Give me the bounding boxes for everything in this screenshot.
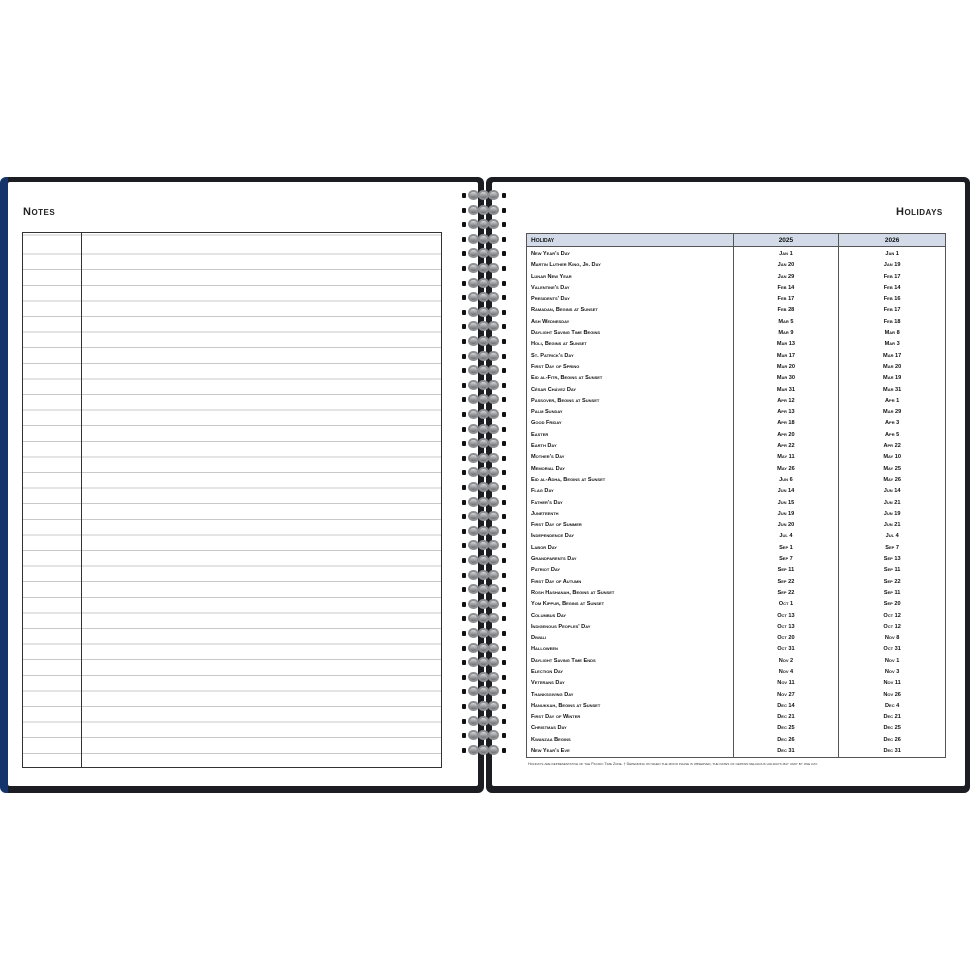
holiday-name: Valentine's Day xyxy=(527,283,734,294)
table-row xyxy=(527,407,946,418)
date-2026: Feb 17 xyxy=(839,272,946,283)
date-2026: Mar 3 xyxy=(839,339,946,350)
date-2026: Jun 19 xyxy=(839,509,946,520)
date-2026: Sep 7 xyxy=(839,543,946,554)
date-2025: Apr 18 xyxy=(733,418,839,429)
spiral-coil xyxy=(462,453,506,465)
table-row xyxy=(527,565,946,576)
holiday-name: Palm Sunday xyxy=(527,407,734,418)
notes-heading: Notes xyxy=(23,206,56,218)
spiral-coil xyxy=(462,307,506,319)
holiday-name: Easter xyxy=(527,430,734,441)
holiday-name: Presidents' Day xyxy=(527,294,734,305)
holiday-name: Eid al-Adha, Begins at Sunset xyxy=(527,475,734,486)
holiday-name: Holi, Begins at Sunset xyxy=(527,339,734,350)
date-2025: Nov 2 xyxy=(733,656,839,667)
date-2025: Dec 21 xyxy=(733,712,839,723)
holiday-name: Daylight Saving Time Ends xyxy=(527,656,734,667)
table-row xyxy=(527,656,946,667)
table-row xyxy=(527,317,946,328)
date-2026: Sep 22 xyxy=(839,577,946,588)
date-2026: Dec 21 xyxy=(839,712,946,723)
spiral-coil xyxy=(462,613,506,625)
holiday-name: Ash Wednesday xyxy=(527,317,734,328)
date-2025: Sep 22 xyxy=(733,577,839,588)
spiral-coil xyxy=(462,278,506,290)
spiral-coil xyxy=(462,234,506,246)
table-row xyxy=(527,283,946,294)
spiral-coil xyxy=(462,716,506,728)
holiday-name: Yom Kippur, Begins at Sunset xyxy=(527,599,734,610)
date-2025: Apr 12 xyxy=(733,396,839,407)
date-2025: Nov 27 xyxy=(733,690,839,701)
spiral-coil xyxy=(462,701,506,713)
holiday-name: Columbus Day xyxy=(527,611,734,622)
spiral-coil xyxy=(462,584,506,596)
date-2025: Feb 17 xyxy=(733,294,839,305)
table-row xyxy=(527,452,946,463)
date-2026: Oct 12 xyxy=(839,622,946,633)
spiral-coil xyxy=(462,672,506,684)
table-row xyxy=(527,611,946,622)
spiral-coil xyxy=(462,730,506,742)
table-row xyxy=(527,644,946,655)
table-row xyxy=(527,599,946,610)
spiral-coil xyxy=(462,321,506,333)
table-row xyxy=(527,678,946,689)
notes-margin-divider xyxy=(81,233,82,767)
table-row xyxy=(527,690,946,701)
date-2026: Nov 3 xyxy=(839,667,946,678)
spiral-coil xyxy=(462,628,506,640)
spiral-coil xyxy=(462,205,506,217)
holiday-name: Lunar New Year xyxy=(527,272,734,283)
date-2026: Apr 5 xyxy=(839,430,946,441)
spiral-coil xyxy=(462,394,506,406)
date-2026: Feb 16 xyxy=(839,294,946,305)
holiday-name: New Year's Day xyxy=(527,247,734,261)
date-2025: Oct 31 xyxy=(733,644,839,655)
date-2025: Jun 15 xyxy=(733,498,839,509)
date-2025: Mar 13 xyxy=(733,339,839,350)
holiday-name: Thanksgiving Day xyxy=(527,690,734,701)
table-row xyxy=(527,260,946,271)
date-2026: Mar 19 xyxy=(839,373,946,384)
spiral-coil xyxy=(462,570,506,582)
date-2025: Dec 31 xyxy=(733,746,839,758)
spiral-coil xyxy=(462,482,506,494)
date-2025: Nov 11 xyxy=(733,678,839,689)
date-2026: Apr 22 xyxy=(839,441,946,452)
holiday-name: Diwali xyxy=(527,633,734,644)
spiral-coil xyxy=(462,351,506,363)
holiday-name: Hanukkah, Begins at Sunset xyxy=(527,701,734,712)
date-2026: Dec 26 xyxy=(839,735,946,746)
date-2025: Jan 20 xyxy=(733,260,839,271)
column-header-holiday: Holiday xyxy=(527,234,734,247)
holidays-footnote: Holidays are representative of the Pacific Time Zone. † Depending on when the moon phase is observed, the dates of certain religious holidays may vary by one day. xyxy=(528,762,819,766)
holiday-name: César Chávez Day xyxy=(527,385,734,396)
holiday-name: New Year's Eve xyxy=(527,746,734,758)
spiral-coil xyxy=(462,248,506,260)
table-row xyxy=(527,746,946,758)
spiral-coil xyxy=(462,292,506,304)
date-2026: Mar 29 xyxy=(839,407,946,418)
notes-lined-area xyxy=(22,232,442,768)
table-row xyxy=(527,633,946,644)
date-2026: Jan 1 xyxy=(839,247,946,261)
spiral-coil xyxy=(462,643,506,655)
date-2026: Sep 20 xyxy=(839,599,946,610)
spiral-coil xyxy=(462,540,506,552)
table-row xyxy=(527,328,946,339)
spiral-coil xyxy=(462,380,506,392)
holiday-name: Grandparents Day xyxy=(527,554,734,565)
holiday-name: Veterans Day xyxy=(527,678,734,689)
date-2025: Oct 13 xyxy=(733,611,839,622)
date-2026: Nov 8 xyxy=(839,633,946,644)
table-row xyxy=(527,701,946,712)
spiral-coil xyxy=(462,599,506,611)
holiday-name: Ramadan, Begins at Sunset xyxy=(527,305,734,316)
date-2025: Mar 17 xyxy=(733,351,839,362)
holiday-name: First Day of Winter xyxy=(527,712,734,723)
date-2026: Dec 25 xyxy=(839,723,946,734)
spiral-coil xyxy=(462,511,506,523)
holiday-name: Election Day xyxy=(527,667,734,678)
table-row xyxy=(527,339,946,350)
holiday-name: First Day of Summer xyxy=(527,520,734,531)
holiday-name: Patriot Day xyxy=(527,565,734,576)
table-row xyxy=(527,531,946,542)
date-2025: Apr 22 xyxy=(733,441,839,452)
table-row xyxy=(527,351,946,362)
holiday-name: Labor Day xyxy=(527,543,734,554)
holiday-name: Halloween xyxy=(527,644,734,655)
table-row xyxy=(527,362,946,373)
date-2026: Feb 14 xyxy=(839,283,946,294)
date-2025: Oct 20 xyxy=(733,633,839,644)
spiral-coil xyxy=(462,336,506,348)
holiday-name: Rosh Hashanah, Begins at Sunset xyxy=(527,588,734,599)
holiday-name: Eid al-Fitr, Begins at Sunset xyxy=(527,373,734,384)
date-2025: Oct 1 xyxy=(733,599,839,610)
date-2026: Dec 4 xyxy=(839,701,946,712)
date-2025: Dec 26 xyxy=(733,735,839,746)
spiral-coil xyxy=(462,219,506,231)
holidays-table xyxy=(526,233,946,758)
date-2025: Sep 11 xyxy=(733,565,839,576)
date-2025: Sep 22 xyxy=(733,588,839,599)
date-2025: Dec 14 xyxy=(733,701,839,712)
spiral-coil xyxy=(462,686,506,698)
date-2026: Apr 1 xyxy=(839,396,946,407)
table-row xyxy=(527,486,946,497)
date-2025: Nov 4 xyxy=(733,667,839,678)
spiral-coil xyxy=(462,409,506,421)
holidays-table-header xyxy=(527,234,946,247)
holiday-name: Indigenous Peoples' Day xyxy=(527,622,734,633)
table-row xyxy=(527,441,946,452)
spiral-coil xyxy=(462,745,506,757)
date-2026: Mar 17 xyxy=(839,351,946,362)
holiday-name: First Day of Autumn xyxy=(527,577,734,588)
table-row xyxy=(527,430,946,441)
date-2026: Sep 11 xyxy=(839,565,946,576)
table-row xyxy=(527,577,946,588)
date-2026: May 26 xyxy=(839,475,946,486)
holiday-name: Kwanzaa Begins xyxy=(527,735,734,746)
date-2025: Feb 14 xyxy=(733,283,839,294)
date-2026: Sep 13 xyxy=(839,554,946,565)
date-2026: Oct 12 xyxy=(839,611,946,622)
date-2026: Apr 3 xyxy=(839,418,946,429)
holiday-name: Daylight Saving Time Begins xyxy=(527,328,734,339)
date-2025: Jan 29 xyxy=(733,272,839,283)
holidays-heading: Holidays xyxy=(896,206,943,218)
spiral-coil xyxy=(462,190,506,202)
table-row xyxy=(527,554,946,565)
date-2026: Jun 14 xyxy=(839,486,946,497)
table-row xyxy=(527,464,946,475)
spiral-coil xyxy=(462,467,506,479)
date-2025: Sep 7 xyxy=(733,554,839,565)
date-2026: Jul 4 xyxy=(839,531,946,542)
table-row xyxy=(527,247,946,261)
date-2025: Jun 19 xyxy=(733,509,839,520)
date-2025: Jun 6 xyxy=(733,475,839,486)
table-row xyxy=(527,272,946,283)
table-row xyxy=(527,498,946,509)
holiday-name: Mother's Day xyxy=(527,452,734,463)
holiday-name: Martin Luther King, Jr. Day xyxy=(527,260,734,271)
holiday-name: Earth Day xyxy=(527,441,734,452)
date-2026: Jun 21 xyxy=(839,498,946,509)
date-2025: Apr 13 xyxy=(733,407,839,418)
holiday-name: Christmas Day xyxy=(527,723,734,734)
table-row xyxy=(527,373,946,384)
holiday-name: Good Friday xyxy=(527,418,734,429)
date-2026: Oct 31 xyxy=(839,644,946,655)
date-2026: Mar 8 xyxy=(839,328,946,339)
date-2026: May 25 xyxy=(839,464,946,475)
date-2025: Mar 20 xyxy=(733,362,839,373)
table-row xyxy=(527,735,946,746)
date-2025: May 11 xyxy=(733,452,839,463)
date-2026: Feb 18 xyxy=(839,317,946,328)
date-2026: Dec 31 xyxy=(839,746,946,758)
date-2026: Sep 11 xyxy=(839,588,946,599)
date-2026: Feb 17 xyxy=(839,305,946,316)
date-2025: Oct 13 xyxy=(733,622,839,633)
date-2025: Dec 25 xyxy=(733,723,839,734)
holiday-name: Independence Day xyxy=(527,531,734,542)
date-2026: Nov 1 xyxy=(839,656,946,667)
holiday-name: Passover, Begins at Sunset xyxy=(527,396,734,407)
date-2025: Mar 30 xyxy=(733,373,839,384)
date-2026: Mar 31 xyxy=(839,385,946,396)
date-2025: Sep 1 xyxy=(733,543,839,554)
date-2025: Jun 14 xyxy=(733,486,839,497)
date-2025: Mar 9 xyxy=(733,328,839,339)
table-row xyxy=(527,543,946,554)
spiral-binding xyxy=(458,190,514,780)
holiday-name: Father's Day xyxy=(527,498,734,509)
date-2026: Jan 19 xyxy=(839,260,946,271)
date-2026: May 10 xyxy=(839,452,946,463)
table-row xyxy=(527,385,946,396)
spiral-coil xyxy=(462,424,506,436)
table-row xyxy=(527,723,946,734)
spiral-coil xyxy=(462,263,506,275)
holiday-name: Flag Day xyxy=(527,486,734,497)
table-row xyxy=(527,712,946,723)
table-row xyxy=(527,418,946,429)
spiral-coil xyxy=(462,526,506,538)
table-row xyxy=(527,509,946,520)
spiral-coil xyxy=(462,438,506,450)
spiral-coil xyxy=(462,497,506,509)
date-2025: Feb 28 xyxy=(733,305,839,316)
holiday-name: Memorial Day xyxy=(527,464,734,475)
table-row xyxy=(527,305,946,316)
table-row xyxy=(527,622,946,633)
holiday-name: Juneteenth xyxy=(527,509,734,520)
table-row xyxy=(527,667,946,678)
spiral-coil xyxy=(462,555,506,567)
table-row xyxy=(527,475,946,486)
column-header-2026: 2026 xyxy=(839,234,946,247)
spiral-coil xyxy=(462,365,506,377)
date-2026: Mar 20 xyxy=(839,362,946,373)
date-2025: Jul 4 xyxy=(733,531,839,542)
table-row xyxy=(527,294,946,305)
spiral-coil xyxy=(462,657,506,669)
table-row xyxy=(527,588,946,599)
date-2026: Nov 26 xyxy=(839,690,946,701)
date-2025: Mar 31 xyxy=(733,385,839,396)
date-2026: Nov 11 xyxy=(839,678,946,689)
holiday-name: First Day of Spring xyxy=(527,362,734,373)
date-2025: Mar 5 xyxy=(733,317,839,328)
column-header-2025: 2025 xyxy=(733,234,839,247)
date-2025: Jun 20 xyxy=(733,520,839,531)
table-row xyxy=(527,520,946,531)
date-2025: May 26 xyxy=(733,464,839,475)
date-2026: Jun 21 xyxy=(839,520,946,531)
date-2025: Apr 20 xyxy=(733,430,839,441)
date-2025: Jan 1 xyxy=(733,247,839,261)
holiday-name: St. Patrick's Day xyxy=(527,351,734,362)
table-row xyxy=(527,396,946,407)
